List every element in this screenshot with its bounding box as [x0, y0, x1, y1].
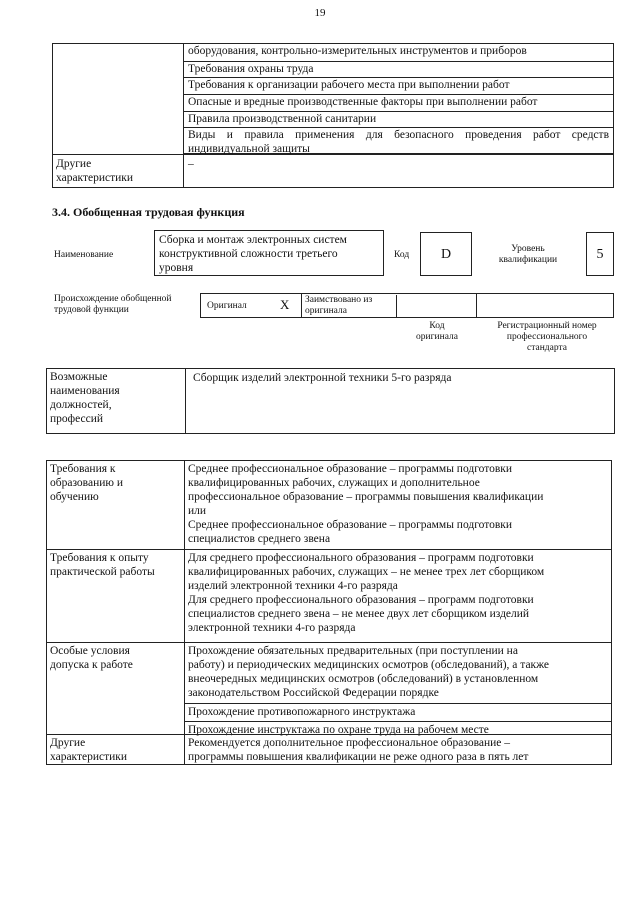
- original-cell: [201, 294, 302, 317]
- safety-briefing: Прохождение инструктажа по охране труда на рабочем месте: [184, 722, 611, 734]
- conditions-value: Прохождение обязательных предварительных (при поступлении на работу) и периодических медицинских осмотров (обследований), а также внеочередных медицинских осмотров (обследований) в установленном законодательством Российской Федерации порядке: [184, 643, 611, 703]
- knowledge-row: Опасные и вредные производственные факторы при выполнении работ: [184, 95, 613, 112]
- other-characteristics-label: Другие характеристики: [56, 158, 134, 184]
- original-mark: X: [280, 297, 290, 312]
- section-heading: 3.4. Обобщенная трудовая функция: [52, 205, 245, 219]
- code-value: D: [420, 232, 472, 276]
- origin-divider: [476, 294, 477, 317]
- knowledge-row: Правила производственной санитарии: [184, 112, 613, 128]
- knowledge-row: Требования к организации рабочего места при выполнении работ: [184, 78, 613, 95]
- positions-label: Возможные наименования должностей, профессий: [47, 369, 186, 433]
- education-label: Требования к образованию и обучению: [50, 463, 123, 503]
- origin-code-label: Код оригинала: [416, 321, 458, 342]
- page-number: 19: [314, 7, 326, 19]
- origin-label: Происхождение обобщенной трудовой функции: [54, 294, 172, 315]
- experience-value: Для среднего профессионального образования – программ подготовки квалифицированных рабочих, служащих – не менее трех лет сборщиком изделий электронной техники 4-го разряда Для среднего профессионального образования – программ подготовки специалистов среднего звена – не менее двух лет сборщиком изделий электронной техники 4-го разряда: [184, 550, 611, 642]
- other-label: Другие характеристики: [50, 737, 128, 763]
- positions-value: Сборщик изделий электронной техники 5-го разряда: [193, 372, 452, 384]
- code-label: Код: [394, 250, 410, 260]
- name-label: Наименование: [54, 250, 114, 260]
- positions-table: [46, 368, 615, 434]
- knowledge-row: Требования охраны труда: [184, 62, 613, 78]
- other-characteristics-value: –: [188, 158, 194, 170]
- knowledge-table-continuation: [52, 43, 614, 188]
- knowledge-row: оборудования, контрольно-измерительных инструментов и приборов: [184, 44, 613, 62]
- function-name-box: Сборка и монтаж электронных систем конструктивной сложности третьего уровня: [154, 230, 384, 276]
- experience-label: Требования к опыту практической работы: [50, 552, 155, 578]
- education-value: Среднее профессиональное образование – программы подготовки квалифицированных рабочих, служащих и дополнительное профессиональное образование – программы повышения квалификации или Среднее профессиональное образование – программы подготовки специалистов среднего звена: [184, 461, 611, 549]
- qualification-level-label: Уровень квалификации: [498, 244, 558, 265]
- requirements-table: [46, 460, 612, 765]
- registration-number-label: Регистрационный номер профессионального стандарта: [497, 321, 597, 353]
- other-value: Рекомендуется дополнительное профессиональное образование – программы повышения квалификации не реже одного раза в пять лет: [184, 735, 611, 764]
- conditions-label: Особые условия допуска к работе: [50, 645, 133, 671]
- qualification-level-value: 5: [586, 232, 614, 276]
- original-label: Оригинал: [207, 301, 247, 311]
- fire-briefing: Прохождение противопожарного инструктажа: [184, 704, 611, 721]
- borrowed-cell: Заимствовано из оригинала: [302, 295, 397, 317]
- other-characteristics-row: [53, 154, 613, 188]
- knowledge-row: Виды и правила применения для безопасного проведения работ средств индивидуальной защиты: [184, 128, 613, 154]
- origin-table: [200, 293, 614, 318]
